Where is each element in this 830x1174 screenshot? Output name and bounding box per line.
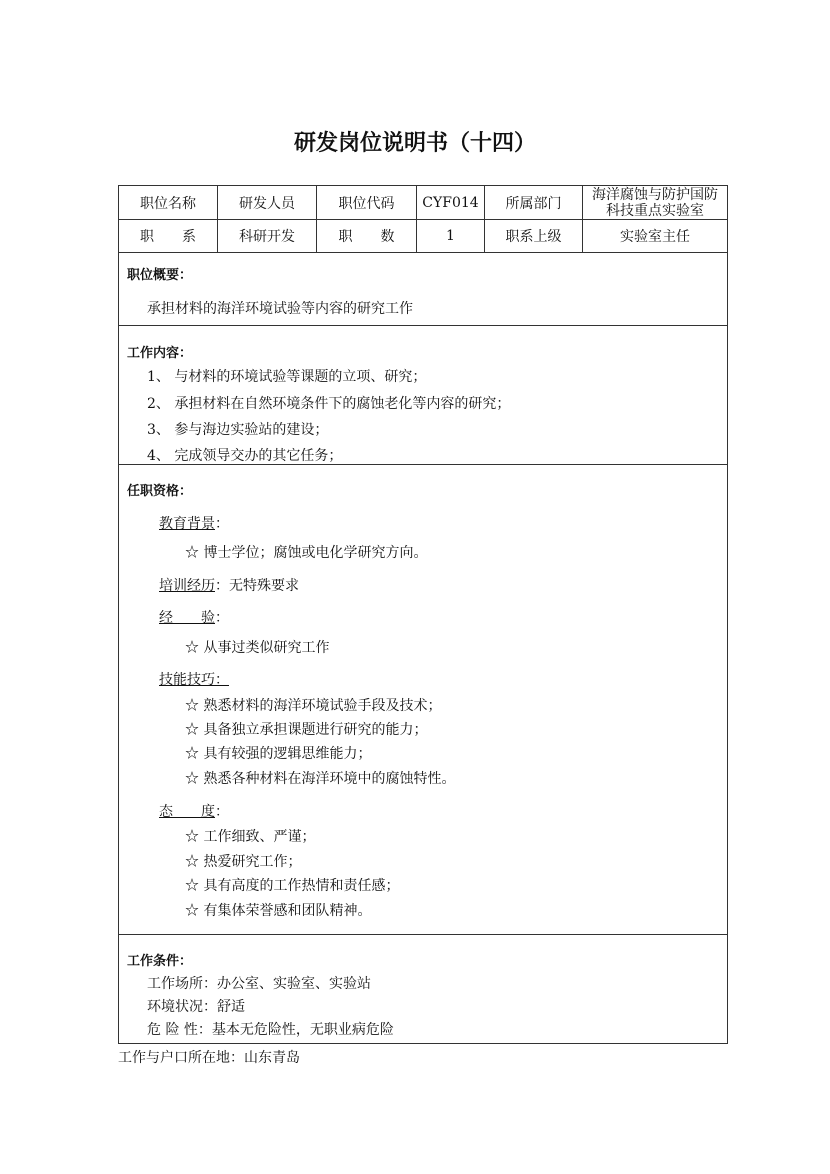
table-row xyxy=(119,220,728,253)
list-item: ☆ 热爱研究工作； xyxy=(185,854,302,870)
section-heading: 职位概要： xyxy=(127,268,193,283)
list-item: 工作场所：办公室、实验室、实验站 xyxy=(147,976,371,992)
job-info-table xyxy=(118,185,728,253)
list-item: ☆ 博士学位；腐蚀或电化学研究方向。 xyxy=(185,545,428,561)
list-item: ☆ 具有高度的工作热情和责任感； xyxy=(185,878,400,894)
list-item: 危 险 性：基本无危险性，无职业病危险 xyxy=(147,1022,394,1038)
overview-section xyxy=(118,252,728,326)
footer-location: 工作与户口所在地：山东青岛 xyxy=(118,1050,300,1066)
list-item: ☆ 从事过类似研究工作 xyxy=(185,640,330,656)
cell: 职 系 xyxy=(119,220,218,253)
list-item: 环境状况：舒适 xyxy=(147,999,245,1015)
page-title: 研发岗位说明书（十四） xyxy=(293,131,536,156)
section-heading: 工作条件： xyxy=(127,954,193,969)
attitude-label: 态 度 xyxy=(159,804,215,820)
cell: 职位代码 xyxy=(317,186,417,220)
skill-label: 技能技巧： xyxy=(159,672,229,688)
section-heading: 任职资格： xyxy=(127,484,193,499)
list-item: ☆ 有集体荣誉感和团队精神。 xyxy=(185,903,372,919)
dept-line: 海洋腐蚀与防护国防 xyxy=(592,186,718,203)
overview-text: 承担材料的海洋环境试验等内容的研究工作 xyxy=(147,301,413,317)
colon: ： xyxy=(215,610,229,626)
list-item: 2、 承担材料在自然环境条件下的腐蚀老化等内容的研究； xyxy=(147,396,511,412)
dept-line: 科技重点实验室 xyxy=(606,202,704,219)
table-row xyxy=(119,186,728,220)
colon: ： xyxy=(215,516,229,532)
train-text: ：无特殊要求 xyxy=(215,578,299,594)
cell: 职位名称 xyxy=(119,186,218,220)
exp-label: 经 验 xyxy=(159,610,215,626)
train-label: 培训经历 xyxy=(159,578,215,594)
section-heading: 工作内容： xyxy=(127,346,193,361)
list-item: ☆ 熟悉材料的海洋环境试验手段及技术； xyxy=(185,698,442,714)
conditions-section xyxy=(118,935,728,1044)
cell: 1 xyxy=(417,220,485,253)
list-item: ☆ 工作细致、严谨； xyxy=(185,829,316,845)
cell: 职 数 xyxy=(317,220,417,253)
list-item: 3、 参与海边实验站的建设； xyxy=(147,422,329,438)
list-item: ☆ 具备独立承担课题进行研究的能力； xyxy=(185,722,428,738)
qualifications-section xyxy=(118,465,728,935)
list-item: 1、 与材料的环境试验等课题的立项、研究； xyxy=(147,369,427,385)
edu-label: 教育背景 xyxy=(159,516,215,532)
list-item: ☆ 具有较强的逻辑思维能力； xyxy=(185,746,372,762)
cell: 科研开发 xyxy=(218,220,317,253)
cell xyxy=(583,186,728,220)
cell: 实验室主任 xyxy=(583,220,728,253)
cell: CYF014 xyxy=(417,186,485,220)
cell: 研发人员 xyxy=(218,186,317,220)
list-item: ☆ 熟悉各种材料在海洋环境中的腐蚀特性。 xyxy=(185,771,456,787)
colon: ： xyxy=(215,804,229,820)
list-item: 4、 完成领导交办的其它任务； xyxy=(147,448,343,464)
cell: 所属部门 xyxy=(485,186,583,220)
cell: 职系上级 xyxy=(485,220,583,253)
work-section xyxy=(118,326,728,465)
